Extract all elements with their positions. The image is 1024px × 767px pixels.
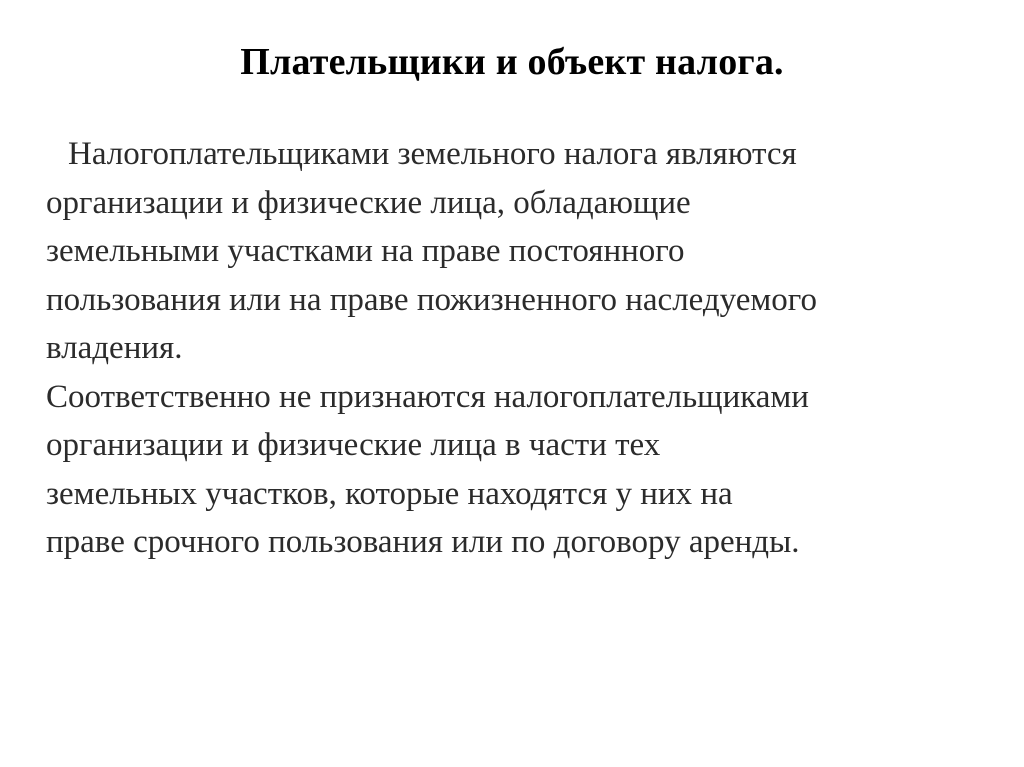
body-line: организации и физические лица, обладающие: [46, 184, 691, 221]
body-line: земельных участков, которые находятся у них на: [46, 475, 733, 512]
body-line: организации и физические лица в части тех: [46, 427, 661, 463]
slide-body-text: [46, 130, 1006, 567]
body-line: владения.: [46, 330, 183, 366]
body-line: праве срочного пользования или по договору аренды.: [46, 524, 800, 560]
body-line: пользования или на праве пожизненного наследуемого: [46, 281, 817, 318]
body-line: Налогоплательщиками земельного налога являются: [68, 136, 797, 172]
body-line: земельными участками на праве постоянного: [46, 233, 685, 269]
slide-title: Плательщики и объект налога.: [240, 41, 784, 83]
body-line: Соответственно не признаются налогоплательщиками: [46, 378, 809, 415]
